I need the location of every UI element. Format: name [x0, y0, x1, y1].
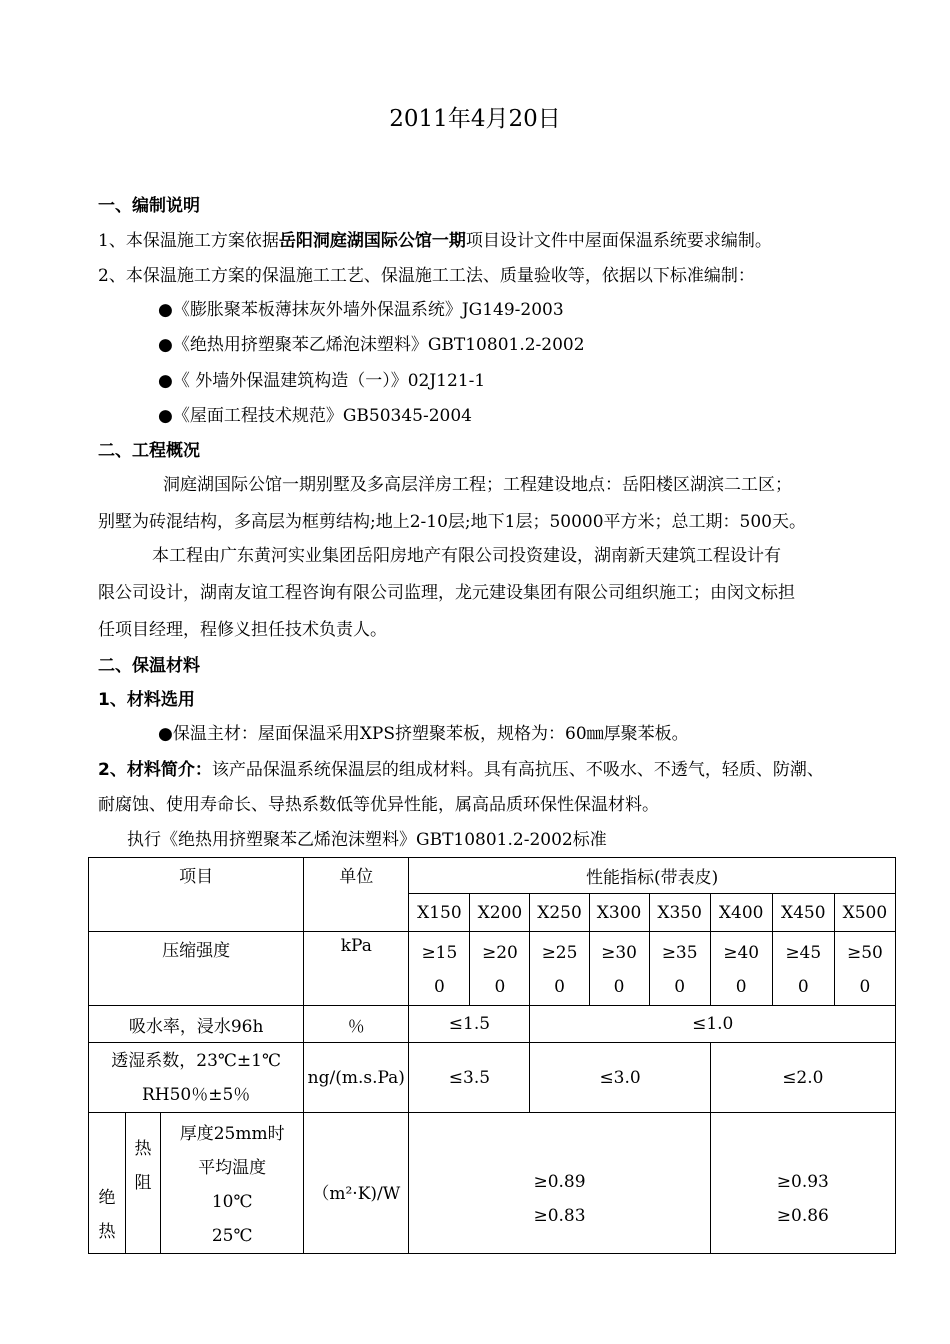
- grade-header: X150: [409, 894, 470, 932]
- permeability-value: ≤3.0: [530, 1043, 710, 1113]
- material-intro-line1: [98, 755, 824, 780]
- project-name: 岳阳洞庭湖国际公馆一期: [278, 231, 466, 251]
- item1-prefix: 1、本保温施工方案依据: [98, 231, 279, 251]
- compressive-value: ≥50 0: [834, 932, 895, 1006]
- material-intro-label: 2、材料简介：: [98, 760, 212, 780]
- grade-header: X200: [470, 894, 530, 932]
- material-selection-heading: 1、材料选用: [98, 690, 195, 710]
- compressive-value: ≥30 0: [589, 932, 649, 1006]
- overview-para1-line1: 洞庭湖国际公馆一期别墅及多高层洋房工程；工程建设地点：岳阳楼区湖滨二工区；: [163, 475, 792, 495]
- thermal-resistance-condition: 厚度25mm时 平均温度 10℃ 25℃: [161, 1113, 304, 1254]
- permeability-label: 透湿系数，23℃±1℃ RH50％±5％: [89, 1043, 304, 1113]
- document-date: 2011年4月20日: [389, 106, 561, 132]
- thermal-resistance-value: ≥0.93 ≥0.86: [710, 1113, 895, 1254]
- header-performance: 性能指标(带表皮): [409, 858, 896, 894]
- section1-item2: 2、本保温施工方案的保温施工工艺、保温施工工法、质量验收等，依据以下标准编制：: [98, 266, 755, 286]
- compressive-value: ≥35 0: [649, 932, 710, 1006]
- water-absorption-unit: ％: [304, 1006, 409, 1043]
- overview-para2-line1: 本工程由广东黄河实业集团岳阳房地产有限公司投资建设，湖南新天建筑工程设计有: [152, 546, 781, 566]
- grade-header: X300: [589, 894, 649, 932]
- section2-heading: 二、工程概况: [98, 441, 200, 461]
- grade-header: X250: [530, 894, 589, 932]
- compressive-strength-unit: kPa: [304, 932, 409, 1006]
- compressive-value: ≥25 0: [530, 932, 589, 1006]
- standard-item: ●《绝热用挤塑聚苯乙烯泡沫塑料》GBT10801.2-2002: [158, 335, 585, 355]
- thermal-resistance-value: ≥0.89 ≥0.83: [409, 1113, 710, 1254]
- compressive-value: ≥40 0: [710, 932, 772, 1006]
- permeability-unit: ng/(m.s.Pa): [304, 1043, 409, 1113]
- compressive-strength-label: 压缩强度: [89, 932, 304, 1006]
- permeability-value: ≤2.0: [710, 1043, 895, 1113]
- performance-table: [88, 857, 896, 1254]
- header-unit: 单位: [304, 858, 409, 932]
- water-absorption-value: ≤1.5: [409, 1006, 530, 1043]
- grade-header: X450: [772, 894, 834, 932]
- overview-para2-line2: 限公司设计，湖南友谊工程咨询有限公司监理，龙元建设集团有限公司组织施工；由闵文标担: [98, 583, 795, 603]
- standard-item: ●《屋面工程技术规范》GB50345-2004: [158, 406, 472, 426]
- overview-para1-line2: 别墅为砖混结构，多高层为框剪结构;地上2-10层;地下1层；50000平方米；总工期：500天。: [98, 512, 806, 532]
- section3-heading: 二、保温材料: [98, 656, 200, 676]
- material-intro-text: 该产品保温系统保温层的组成材料。具有高抗压、不吸水、不透气，轻质、防潮、: [211, 760, 824, 780]
- compressive-value: ≥20 0: [470, 932, 530, 1006]
- grade-header: X500: [834, 894, 895, 932]
- thermal-resistance-label: 热 阻: [126, 1113, 161, 1254]
- standard-item: ●《膨胀聚苯板薄抹灰外墙外保温系统》JG149-2003: [158, 300, 564, 320]
- grade-header: X350: [649, 894, 710, 932]
- standard-item: ●《 外墙外保温建筑构造（一）》02J121-1: [158, 371, 486, 391]
- grade-header: X400: [710, 894, 772, 932]
- header-item: 项目: [89, 858, 304, 932]
- material-intro-line2: 耐腐蚀、使用寿命长、导热系数低等优异性能，属高品质环保性保温材料。: [98, 795, 659, 815]
- item1-suffix: 项目设计文件中屋面保温系统要求编制。: [465, 231, 772, 251]
- water-absorption-value: ≤1.0: [530, 1006, 896, 1043]
- section1-heading: 一、编制说明: [98, 196, 200, 216]
- material-selection-text: ●保温主材：屋面保温采用XPS挤塑聚苯板，规格为：60㎜厚聚苯板。: [158, 724, 689, 744]
- standard-line: 执行《绝热用挤塑聚苯乙烯泡沫塑料》GBT10801.2-2002标准: [127, 830, 607, 850]
- compressive-value: ≥15 0: [409, 932, 470, 1006]
- overview-para2-line3: 任项目经理，程修义担任技术负责人。: [98, 620, 387, 640]
- thermal-resistance-unit: （m²·K)/W: [304, 1113, 409, 1254]
- compressive-value: ≥45 0: [772, 932, 834, 1006]
- insulation-group-label: 绝 热: [89, 1113, 126, 1254]
- water-absorption-label: 吸水率，浸水96h: [89, 1006, 304, 1043]
- section1-item1: [98, 226, 772, 251]
- permeability-value: ≤3.5: [409, 1043, 530, 1113]
